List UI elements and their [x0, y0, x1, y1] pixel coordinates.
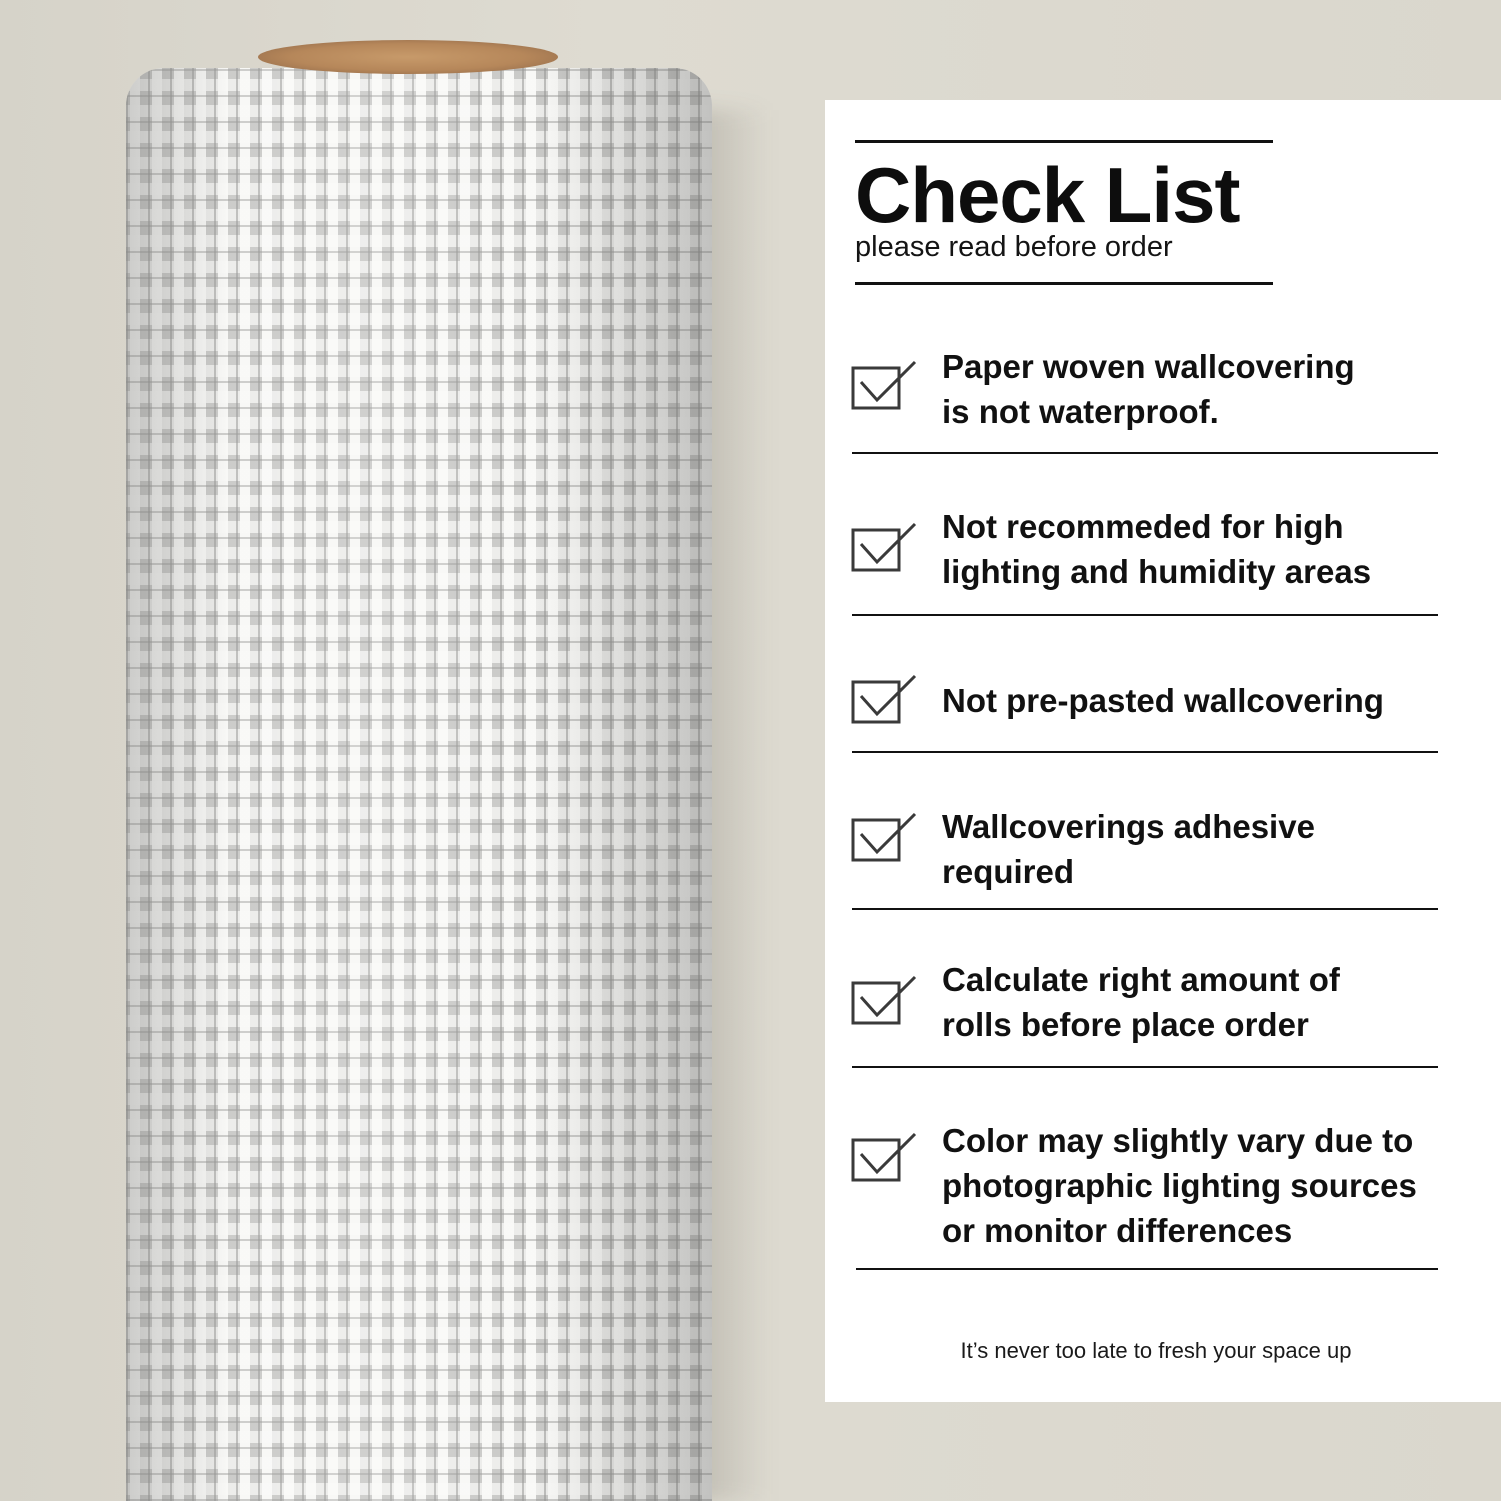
- title-top-rule: [855, 140, 1273, 143]
- checklist-item-text: Color may slightly vary due to photographic lighting sources or monitor differences: [942, 1122, 1417, 1249]
- checklist-item-text: Paper woven wallcovering is not waterproof.: [942, 348, 1355, 430]
- checkbox-checked-icon: [851, 674, 921, 726]
- tagline: It’s never too late to fresh your space up: [960, 1338, 1352, 1363]
- item-divider: [856, 1268, 1438, 1270]
- checklist-card: [825, 100, 1501, 1402]
- checkbox-checked-icon: [851, 812, 921, 864]
- item-divider: [852, 751, 1438, 753]
- item-divider: [852, 614, 1438, 616]
- checklist-item-text: Not pre-pasted wallcovering: [942, 682, 1384, 719]
- checklist-item-text: Wallcoverings adhesive required: [942, 808, 1315, 890]
- checkbox-checked-icon: [851, 522, 921, 574]
- title-bottom-rule: [855, 282, 1273, 285]
- page-subtitle: please read before order: [855, 231, 1173, 263]
- item-divider: [852, 908, 1438, 910]
- roll-shading: [126, 68, 712, 1501]
- checkbox-checked-icon: [851, 1132, 921, 1184]
- wallpaper-roll-image: [126, 68, 712, 1501]
- item-divider: [852, 1066, 1438, 1068]
- checklist-item-text: Not recommeded for high lighting and humidity areas: [942, 508, 1372, 590]
- checkbox-checked-icon: [851, 360, 921, 412]
- page-title: Check List: [855, 151, 1240, 239]
- roll-core: [258, 40, 558, 74]
- checklist-item-text: Calculate right amount of rolls before place order: [942, 961, 1340, 1043]
- item-divider: [852, 452, 1438, 454]
- checkbox-checked-icon: [851, 975, 921, 1027]
